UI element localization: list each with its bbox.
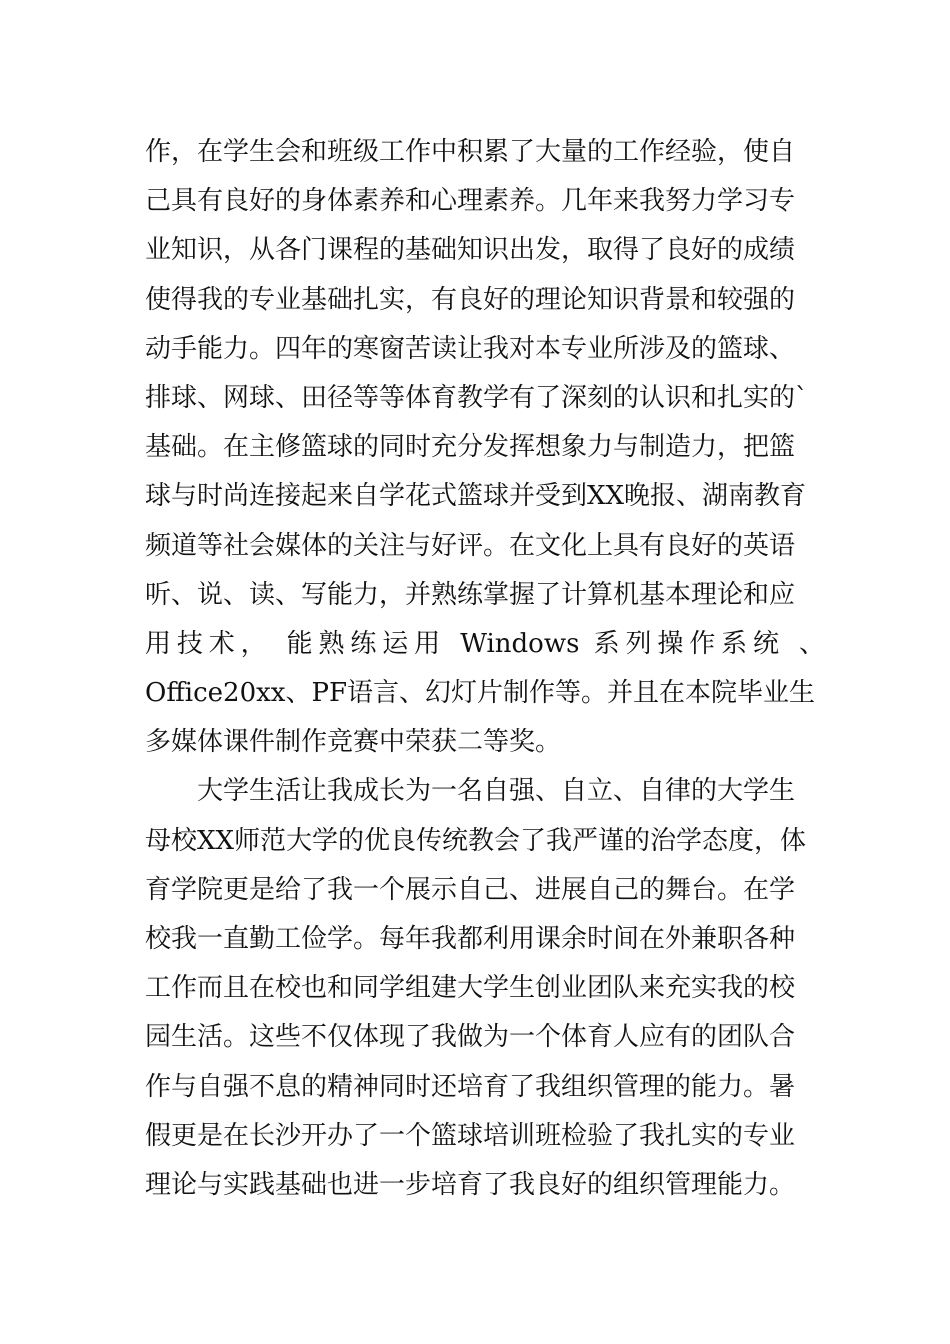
text-line: 理论与实践基础也进一步培育了我良好的组织管理能力。 [145, 1169, 796, 1200]
text-line: 使得我的专业基础扎实，有良好的理论知识背景和较强的 [145, 284, 796, 315]
paragraph-1 [145, 128, 845, 767]
text-line: 基础。在主修篮球的同时充分发挥想象力与制造力，把篮 [145, 432, 796, 463]
text-line: 用技术， 能熟练运用 Windows 系列操作系统 、 [145, 628, 825, 659]
paragraph-2 [145, 767, 845, 1210]
text-line: 校我一直勤工俭学。每年我都利用课余时间在外兼职各种 [145, 924, 796, 954]
text-line: 多媒体课件制作竞赛中荣获二等奖。 [145, 727, 562, 758]
text-line: 听、说、读、写能力，并熟练掌握了计算机基本理论和应 [145, 579, 796, 610]
text-line: 作与自强不息的精神同时还培育了我组织管理的能力。暑 [145, 1071, 796, 1102]
text-line: 频道等社会媒体的关注与好评。在文化上具有良好的英语 [145, 530, 796, 561]
text-line: 育学院更是给了我一个展示自己、进展自己的舞台。在学 [145, 874, 796, 905]
body-text [145, 128, 845, 1210]
text-line: 作，在学生会和班级工作中积累了大量的工作经验，使自 [145, 137, 796, 167]
text-line: 大学生活让我成长为一名自强、自立、自律的大学生 [197, 776, 796, 807]
text-line: 球与时尚连接起来自学花式篮球并受到XX晚报、湖南教育 [145, 481, 807, 512]
text-line: 业知识，从各门课程的基础知识出发，取得了良好的成绩 [145, 235, 796, 266]
text-line: 园生活。这些不仅体现了我做为一个体育人应有的团队合 [145, 1022, 796, 1053]
text-line: 假更是在长沙开办了一个篮球培训班检验了我扎实的专业 [145, 1120, 796, 1151]
text-line: 母校XX师范大学的优良传统教会了我严谨的治学态度，体 [145, 825, 807, 856]
text-line: 工作而且在校也和同学组建大学生创业团队来充实我的校 [145, 973, 796, 1004]
text-line: 排球、网球、田径等等体育教学有了深刻的认识和扎实的` [145, 382, 809, 413]
text-line: 动手能力。四年的寒窗苦读让我对本专业所涉及的篮球、 [145, 333, 796, 364]
text-line: 己具有良好的身体素养和心理素养。几年来我努力学习专 [145, 186, 796, 217]
text-line: Office20xx、PF语言、幻灯片制作等。并且在本院毕业生 [145, 678, 815, 709]
